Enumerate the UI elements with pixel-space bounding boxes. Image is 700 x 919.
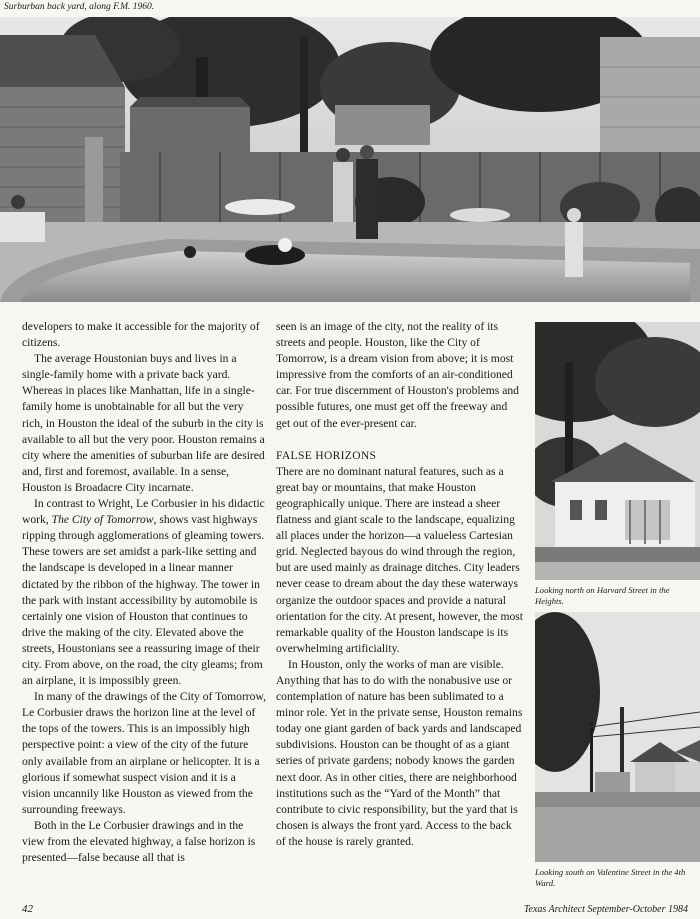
top-photo-caption: Surburban back yard, along F.M. 1960. xyxy=(4,2,155,12)
article-column-1 xyxy=(22,319,267,866)
paragraph: There are no dominant natural features, such as a great bay or mountains, that make Houston geographically unique. There are instead a sheer flatness and giant scale to the landscape, equalizing all places under the horizon—a valueless Cartesian grid. Neglected bayous do wind through the region, but are used mainly as drainage ditches. City leaders never cease to dream about the day these waterways organize the outdoor spaces and provide a natural orientation for the city. At present, however, the most remarkable quality of the Houston landscape is its overwhelming artificiality. xyxy=(276,464,524,655)
backyard-pool-photo xyxy=(0,17,700,302)
valentine-street-caption: Looking south on Valentine Street in the 4th Ward. xyxy=(535,867,686,888)
book-title: The City of Tomorrow xyxy=(51,513,154,527)
paragraph xyxy=(22,496,267,689)
section-heading: FALSE HORIZONS xyxy=(276,448,377,462)
text-span: , shows vast highways ripping through agglomerations of gleaming towers. These towers are set amidst a park-like setting and the landscape is developed in a linear manner dictated by the ribbon of the highway. The tower in the park with instant accessibility by automobile is certainly one vision of Houston that continues to drive the making of the city. Elevated above the streets, Houstonians see a reassuring image of their city. From above, on the road, the city gleams; from an airplane, it is impossibly green. xyxy=(22,513,265,688)
text-span: In contrast to Wright, Le Corbusier in his didactic work, xyxy=(22,497,265,527)
paragraph: developers to make it accessible for the majority of citizens. xyxy=(22,320,260,350)
paragraph: In many of the drawings of the City of Tomorrow, Le Corbusier draws the horizon line at the level of the tops of the towers. This is an impossibly high perspective point: a view of the city of the future only available from an airplane or helicopter. It is a glorious if somewhat suspect vision and it is a vision uncannily like Houston as viewed from the surrounding freeways. xyxy=(22,690,266,816)
paragraph: The average Houstonian buys and lives in a single-family home with a private back yard. Whereas in places like Manhattan, life in a single-family home is unobtainable for all but the very rich, in Houston the ideal of the suburb in the city is available to all but the very poor. Houston remains a city where the amenities of suburban life are desired and, first and foremost, available. In a sense, Houston is Broadacre City incarnate. xyxy=(22,352,265,494)
harvard-street-caption: Looking north on Harvard Street in the Heights. xyxy=(535,585,670,606)
paragraph: In Houston, only the works of man are visible. Anything that has to do with the nonabusive use or contemplation of nature has been sublimated to a minor role. Yet in the private sense, Houston remains today one giant garden of back yards and landscaped subdivisions. Houston can be thought of as a giant series of private gardens; nobody knows the garden next door. As in other cities, there are neighborhood institutions such as the “Yard of the Month” that contribute to civic responsibility, but the yard that is chosen is always the front yard. Access to the back of the house is rarely granted. xyxy=(276,657,523,848)
valentine-street-photo xyxy=(535,612,700,862)
article-column-2 xyxy=(276,319,524,850)
page-number: 42 xyxy=(22,903,33,915)
paragraph: Both in the Le Corbusier drawings and in the view from the elevated highway, a false horizon is presented—false because all that is xyxy=(22,818,256,865)
paragraph: seen is an image of the city, not the reality of its streets and people. Houston, like the City of Tomorrow, is a dream vision from above; it is most impressive from the comforts of an air-conditioned car. For true discernment of Houston's problems and possible futures, one must get off the freeway and get out of the ever-present car. xyxy=(276,320,519,430)
publication-footer: Texas Architect September-October 1984 xyxy=(523,904,688,915)
harvard-street-photo xyxy=(535,322,700,580)
